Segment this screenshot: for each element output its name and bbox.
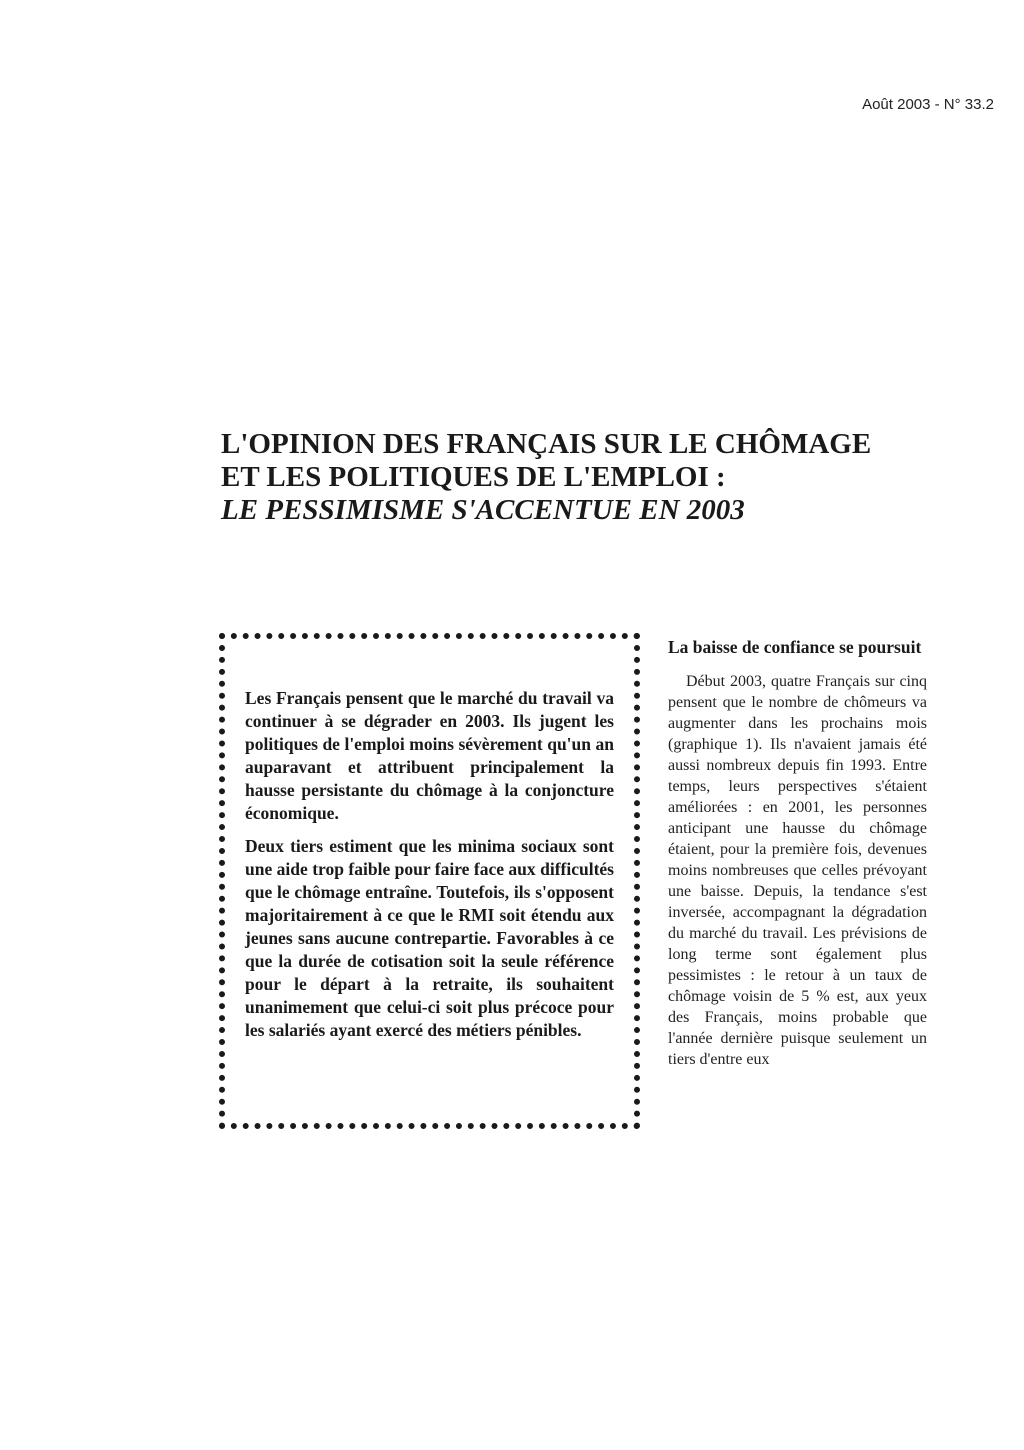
article-column (668, 636, 927, 1132)
article-paragraph-1: Début 2003, quatre Français sur cinq pensent que le nombre de chômeurs va augmenter dans les prochains mois (graphique 1). Ils n'avaient jamais été aussi nombreux depuis fin 1993. Entre temps, leurs perspectives s'étaient améliorées : en 2001, les personnes anticipant une hausse du chômage étaient, pour la première fois, devenues moins nombreuses que celles prévoyant une baisse. Depuis, la tendance s'est inversée, accompagnant la dégradation du marché du travail. Les prévisions de long terme sont également plus pessimistes : le retour à un taux de chômage voisin de 5 % est, aux yeux des Français, moins probable que l'année dernière puisque seulement un tiers d'entre eux (668, 673, 927, 1068)
summary-box (219, 633, 640, 1129)
title-line-2: ET LES POLITIQUES DE L'EMPLOI : (221, 461, 726, 493)
section-heading: La baisse de confiance se poursuit (668, 637, 922, 657)
summary-paragraph-2: Deux tiers estiment que les minima sociaux sont une aide trop faible pour faire face aux difficultés que le chômage entraîne. Toutefois, ils s'opposent majoritairement à ce que le RMI soit étendu aux jeunes sans aucune contrepartie. Favorables à ce que la durée de cotisation soit la seule référence pour le départ à la retraite, ils souhaitent unanimement que celui-ci soit plus précoce pour les salariés ayant exercé des métiers pénibles. (245, 836, 614, 1040)
title-line-1: L'OPINION DES FRANÇAIS SUR LE CHÔMAGE (221, 428, 872, 460)
page-subtitle: LE PESSIMISME S'ACCENTUE EN 2003 (221, 494, 745, 526)
page-title (221, 428, 941, 527)
summary-paragraph-1: Les Français pensent que le marché du travail va continuer à se dégrader en 2003. Ils jugent les politiques de l'emploi moins sévèrement qu'un an auparavant et attribuent principalement la hausse persistante du chômage à la conjoncture économique. (245, 688, 614, 823)
issue-number: Août 2003 - N° 33.2 (862, 96, 994, 113)
